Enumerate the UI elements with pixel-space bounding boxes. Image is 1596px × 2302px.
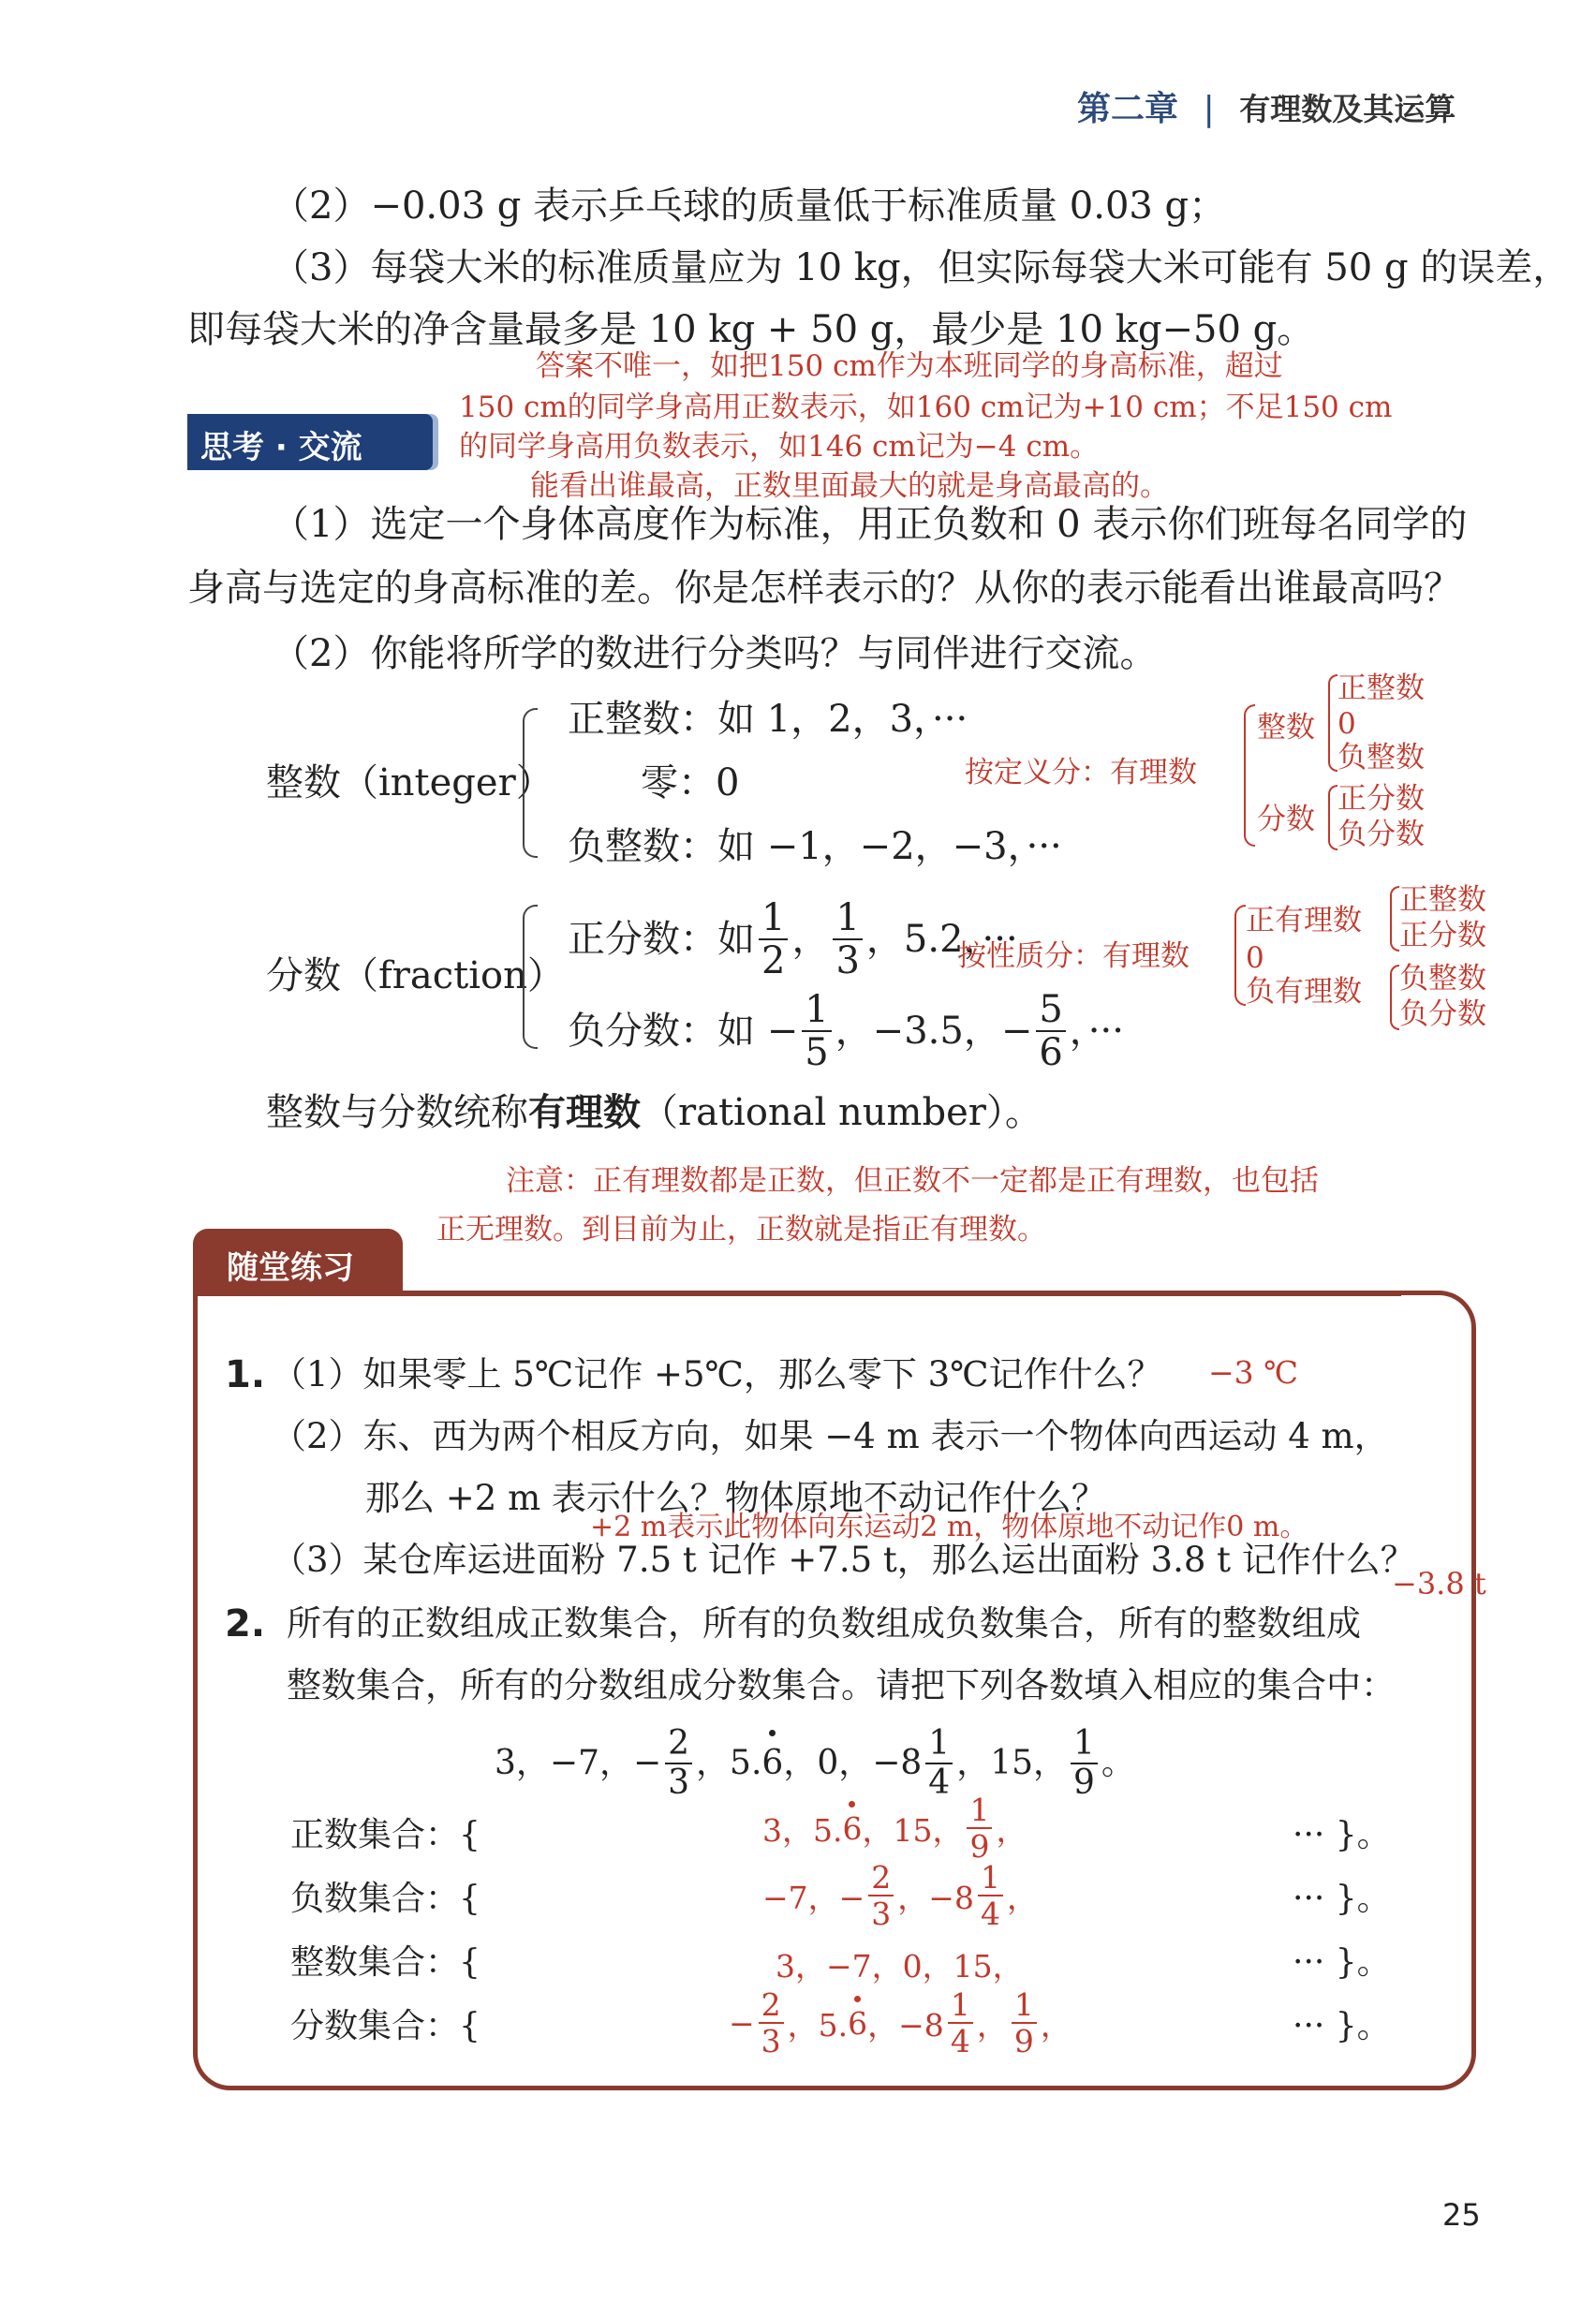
positive-integer-line: 正整数：如 1，2，3，··· (568, 698, 968, 741)
prop-negative-brace (1390, 965, 1399, 1030)
note-line-2: 正无理数。到目前为止，正数就是指正有理数。 (436, 1213, 1046, 1247)
integer-brace (523, 708, 538, 858)
negative-fraction-line (568, 988, 1124, 1074)
practice-q2-line2: 整数集合，所有的分数组成分数集合。请把下列各数填入相应的集合中： (287, 1665, 1396, 1705)
def-positive-integer: 正整数 (1337, 671, 1425, 705)
practice-title: 随堂练习 (227, 1249, 354, 1287)
set-integer-answer: 3，−7，0，15， (776, 1948, 1024, 1985)
negative-fraction-prefix: 负分数：如 − (568, 1010, 799, 1053)
set-fraction-end: ··· }。 (1293, 2007, 1391, 2045)
chapter-number: 第二章 (1077, 90, 1179, 128)
prop-positive-fraction: 正分数 (1399, 919, 1486, 952)
question-1-line-1: （1）选定一个身体高度作为标准，用正负数和 0 表示你们班每名同学的 (272, 503, 1468, 546)
def-positive-fraction: 正分数 (1337, 782, 1425, 816)
practice-q2-line1: 所有的正数组成正数集合，所有的负数组成负数集合，所有的整数组成 (287, 1603, 1361, 1644)
practice-q1-2-line2: 那么 +2 m 表示什么？物体原地不动记作什么？ (365, 1478, 1106, 1518)
def-integer: 整数 (1257, 711, 1315, 745)
answer-line-3: 的同学身高用负数表示，如146 cm记为−4 cm。 (459, 430, 1100, 464)
summary-bold: 有理数 (528, 1091, 641, 1134)
def-negative-fraction: 负分数 (1337, 818, 1425, 851)
prop-positive-brace (1390, 886, 1399, 952)
summary-prefix: 整数与分数统称 (266, 1091, 528, 1134)
negative-fraction-mid: ，−3.5，− (835, 1010, 1033, 1053)
question-1-line-2: 身高与选定的身高标准的差。你是怎样表示的？从你的表示能看出谁最高吗？ (187, 567, 1461, 610)
summary-suffix: （rational number）。 (641, 1091, 1042, 1134)
practice-q1-3-answer: −3.8 t (1392, 1566, 1486, 1601)
practice-q1-2-line1: （2）东、西为两个相反方向，如果 −4 m 表示一个物体向西运动 4 m， (272, 1416, 1389, 1456)
zero-line: 零：0 (641, 761, 740, 804)
fraction-brace (523, 905, 538, 1049)
fraction-one-half: $\frac{1}{2}$ (759, 899, 788, 980)
set-positive-end: ··· }。 (1293, 1816, 1391, 1854)
positive-fraction-line: 正分数：如 $\frac{1}{2}$ ， $\frac{1}{3}$ ，5.2，··· (568, 896, 1018, 982)
practice-q1-1-answer: −3 ℃ (1208, 1354, 1299, 1391)
practice-q1-2-answer: +2 m表示此物体向东运动2 m，物体原地不动记作0 m。 (590, 1511, 1308, 1543)
definition-brace (1244, 704, 1255, 847)
answer-line-4: 能看出谁最高，正数里面最大的就是身高最高的。 (530, 469, 1169, 503)
def-integer-brace (1328, 674, 1337, 772)
fraction-five-sixths: $\frac{5}{6}$ (1036, 991, 1065, 1071)
set-integer-end: ··· }。 (1293, 1943, 1391, 1982)
by-definition-label: 按定义分：有理数 (965, 756, 1197, 789)
fraction-one-fifth: $\frac{1}{5}$ (802, 991, 831, 1071)
positive-fraction-prefix: 正分数：如 (568, 918, 755, 961)
chapter-header (1077, 82, 1456, 130)
question-2: （2）你能将所学的数进行分类吗？与同伴进行交流。 (272, 632, 1158, 675)
prop-positive-rational: 正有理数 (1246, 904, 1362, 937)
rational-summary (266, 1090, 1042, 1135)
intro-line-3: 即每袋大米的净含量最多是 10 kg + 50 g，最少是 10 kg−50 g。 (187, 308, 1315, 351)
def-fraction: 分数 (1257, 803, 1315, 836)
practice-q2-number: 2. (225, 1602, 266, 1645)
answer-line-2: 150 cm的同学身高用正数表示，如160 cm记为+10 cm；不足150 cm (459, 391, 1393, 424)
negative-integer-line: 负整数：如 −1，−2，−3，··· (568, 825, 1062, 868)
set-positive-answer: 3，5. 6 ，15， $\frac{1}{9}$ ， (762, 1792, 1027, 1865)
property-brace (1234, 905, 1246, 1006)
prop-negative-fraction: 负分数 (1399, 997, 1486, 1031)
set-positive-label: 正数集合：{ (290, 1816, 480, 1854)
practice-q1-1: （1）如果零上 5℃记作 +5℃，那么零下 3℃记作什么？ (272, 1354, 1162, 1394)
practice-q1-3: （3）某仓库运进面粉 7.5 t 记作 +7.5 t，那么运出面粉 3.8 t 记作什么？ (272, 1540, 1415, 1580)
think-exchange-text: 思考 · 交流 (200, 429, 362, 466)
header-separator: | (1203, 90, 1215, 128)
fraction-one-third: $\frac{1}{3}$ (833, 899, 862, 980)
number-list: 3，−7，− $\frac{2}{3}$ ，5. 6 ，0，−8 $\frac{1}{4}$ ，15， $\frac{1}{9}$ 。 (495, 1724, 1135, 1802)
practice-q1-number: 1. (225, 1353, 266, 1396)
fraction-label: 分数（fraction） (266, 954, 565, 997)
prop-negative-integer: 负整数 (1399, 962, 1486, 996)
answer-line-1: 答案不唯一，如把150 cm作为本班同学的身高标准，超过 (536, 349, 1283, 383)
set-negative-answer: −7，− $\frac{2}{3}$ ，−8 $\frac{1}{4}$ ， (762, 1859, 1038, 1932)
intro-line-2: （3）每袋大米的标准质量应为 10 kg，但实际每袋大米可能有 50 g 的误差， (272, 246, 1571, 289)
set-negative-label: 负数集合：{ (290, 1880, 480, 1918)
chapter-title: 有理数及其运算 (1239, 91, 1456, 127)
think-exchange-label (187, 414, 433, 470)
def-zero: 0 (1337, 707, 1356, 741)
set-fraction-answer: − $\frac{2}{3}$ ，5. 6 ，−8 $\frac{1}{4}$ ， $\frac{1}{9}$ ， (729, 1986, 1071, 2059)
set-integer-label: 整数集合：{ (290, 1943, 480, 1982)
by-property-label: 按性质分：有理数 (957, 939, 1190, 973)
prop-zero: 0 (1246, 941, 1264, 975)
positive-fraction-suffix: ，5.2，··· (865, 918, 1018, 961)
intro-line-1: （2）−0.03 g 表示乒乓球的质量低于标准质量 0.03 g； (272, 184, 1227, 228)
page-number: 25 (1442, 2197, 1481, 2233)
note-line-1: 注意：正有理数都是正数，但正数不一定都是正有理数，也包括 (506, 1164, 1319, 1198)
practice-tab (193, 1229, 403, 1292)
def-fraction-brace (1328, 785, 1337, 850)
practice-header-bar (193, 1291, 1401, 1296)
set-negative-end: ··· }。 (1293, 1880, 1391, 1918)
negative-fraction-suffix: ，··· (1069, 1010, 1124, 1053)
prop-negative-rational: 负有理数 (1246, 975, 1362, 1009)
set-fraction-label: 分数集合：{ (290, 2007, 480, 2045)
prop-positive-integer: 正整数 (1399, 883, 1486, 917)
integer-label: 整数（integer） (266, 761, 554, 804)
def-negative-integer: 负整数 (1337, 741, 1425, 775)
